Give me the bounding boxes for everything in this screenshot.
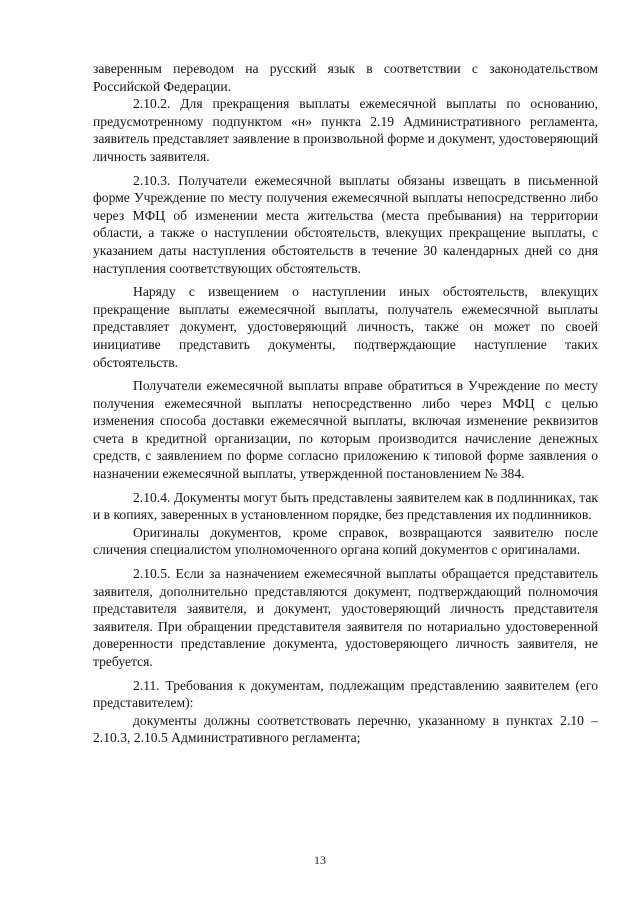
paragraph-2-10-5: 2.10.5. Если за назначением ежемесячной выплаты обращается представитель заявителя, дополнительно представляются документ, подтверждающий полномочия представителя заявителя, и документ, удостоверяющий личность представителя заявителя. При обращении представителя заявителя по нотариально удостоверенной доверенности представление документа, удостоверяющего личность заявителя, не требуется. [93, 566, 598, 669]
document-body [93, 60, 598, 747]
paragraph-2-10-4: 2.10.4. Документы могут быть представлены заявителем как в подлинниках, так и в копиях, заверенных в установленном порядке, без представления их подлинников. [93, 489, 598, 523]
paragraph-2-10-3: 2.10.3. Получатели ежемесячной выплаты обязаны извещать в письменной форме Учреждение по месту получения ежемесячной выплаты непосредственно либо через МФЦ об изменении места жительства (места пребывания) на территории области, а также о наступлении обстоятельств, влекущих прекращение выплаты, с указанием даты наступления обстоятельств в течение 30 календарных дней со дня наступления соответствующих обстоятельств. [93, 172, 598, 276]
paragraph-delivery-change: Получатели ежемесячной выплаты вправе обратиться в Учреждение по месту получения ежемесячной выплаты непосредственно либо через МФЦ с целью изменения способа доставки ежемесячной выплаты, включая изменение реквизитов счета в кредитной организации, по которым производится начисление денежных средств, с заявлением по форме согласно приложению к типовой форме заявления о назначении ежемесячной выплаты, утвержденной постановлением № 384. [93, 378, 598, 482]
paragraph-continuation: заверенным переводом на русский язык в соответствии с законодательством Российской Федерации. [93, 61, 598, 94]
paragraph-requirements-list: документы должны соответствовать перечню, указанному в пунктах 2.10 – 2.10.3, 2.10.5 Административного регламента; [93, 712, 598, 746]
page-number: 13 [314, 853, 326, 867]
paragraph-2-10-2: 2.10.2. Для прекращения выплаты ежемесячной выплаты по основанию, предусмотренному подпунктом «н» пункта 2.19 Административного регламента, заявитель представляет заявление в произвольной форме и документ, удостоверяющий личность заявителя. [93, 96, 598, 164]
paragraph-originals: Оригиналы документов, кроме справок, возвращаются заявителю после сличения специалистом уполномоченного органа копий документов с оригиналами. [93, 524, 598, 558]
paragraph-notification: Наряду с извещением о наступлении иных обстоятельств, влекущих прекращение выплаты ежемесячной выплаты, получатель ежемесячной выплаты представляет документ, удостоверяющий личность, также он может по своей инициативе представить документы, подтверждающие наступление таких обстоятельств. [93, 284, 598, 370]
paragraph-2-11: 2.11. Требования к документам, подлежащим представлению заявителем (его представителем): [93, 677, 598, 711]
